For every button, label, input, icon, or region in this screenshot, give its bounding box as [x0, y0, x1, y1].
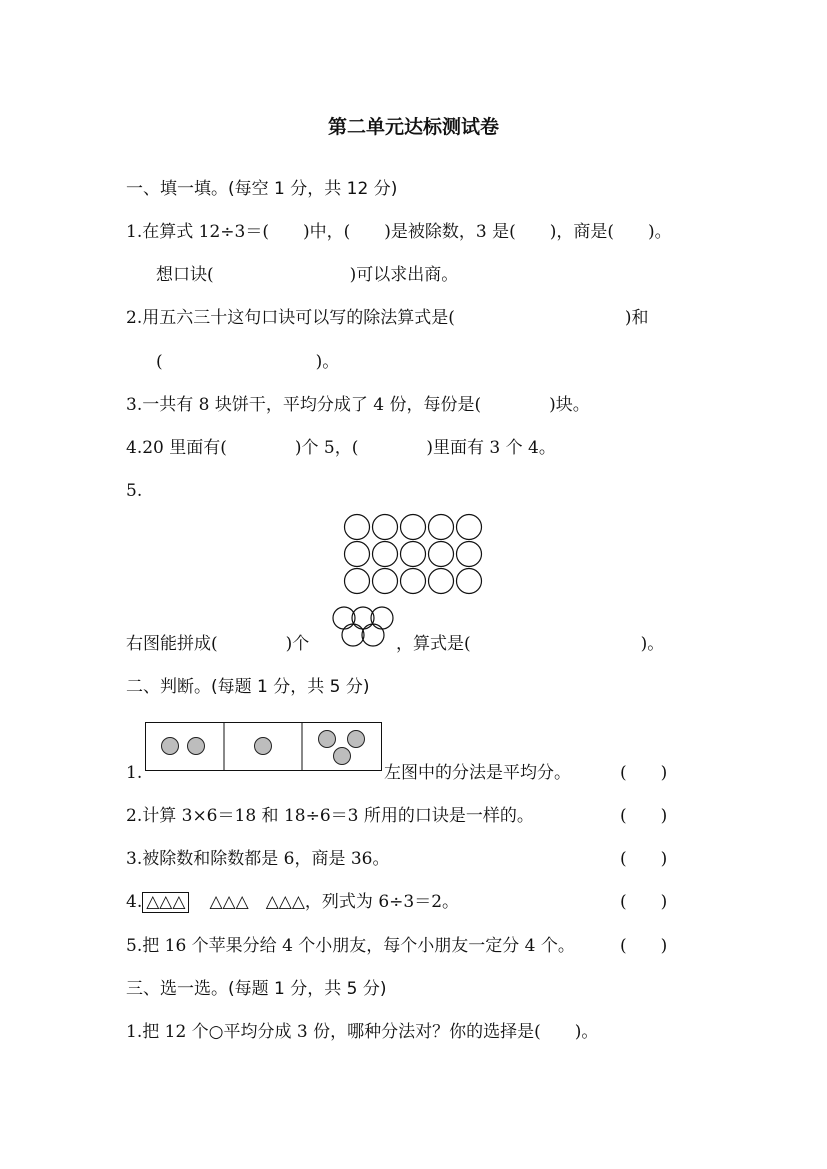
judge-question-4-number: 4.: [126, 892, 143, 912]
fill-question-5-number: 5.: [126, 481, 143, 501]
fill-question-1-line-1: 1.在算式 12÷3＝( )中，( )是被除数，3 是( )，商是( )。: [126, 222, 672, 242]
section-heading-judge: 二、判断。(每题 1 分，共 5 分): [126, 677, 370, 697]
grouped-dots-figure: [145, 722, 383, 772]
fill-question-5-text-2: ，算式是( )。: [396, 634, 665, 654]
fill-question-3: 3.一共有 8 块饼干，平均分成了 4 份，每份是( )块。: [126, 395, 590, 415]
five-rings-figure: [330, 604, 396, 650]
choose-question-1: 1.把 12 个○平均分成 3 份，哪种分法对？你的选择是( )。: [126, 1022, 599, 1042]
judge-question-2: 2.计算 3×6＝18 和 18÷6＝3 所用的口诀是一样的。: [126, 806, 534, 826]
boxed-triangles: △△△: [142, 892, 189, 913]
judge-question-5: 5.把 16 个苹果分给 4 个小朋友，每个小朋友一定分 4 个。: [126, 936, 575, 956]
fill-question-4: 4.20 里面有( )个 5，( )里面有 3 个 4。: [126, 438, 556, 458]
section-heading-fill: 一、填一填。(每空 1 分，共 12 分): [126, 179, 398, 199]
fill-question-2-line-2: ( )。: [156, 352, 340, 372]
judge-answer-2[interactable]: ( ): [620, 806, 668, 826]
judge-question-4: [126, 891, 459, 913]
judge-question-3: 3.被除数和除数都是 6，商是 36。: [126, 849, 390, 869]
judge-answer-5[interactable]: ( ): [620, 936, 668, 956]
judge-answer-3[interactable]: ( ): [620, 849, 668, 869]
judge-answer-4[interactable]: ( ): [620, 892, 668, 912]
section-heading-choose: 三、选一选。(每题 1 分，共 5 分): [126, 979, 387, 999]
triangles-rest: △△△ △△△，列式为 6÷3＝2。: [209, 892, 460, 912]
judge-question-1-text: 左图中的分法是平均分。: [384, 763, 571, 783]
fill-question-1-line-2: 想口诀( )可以求出商。: [156, 265, 459, 285]
fill-question-5-text-1: 右图能拼成( )个: [126, 634, 310, 654]
judge-answer-1[interactable]: ( ): [620, 763, 668, 783]
judge-question-1-number: 1.: [126, 763, 143, 783]
circle-grid-figure: [340, 512, 486, 598]
fill-question-2-line-1: 2.用五六三十这句口诀可以写的除法算式是( )和: [126, 308, 649, 328]
page-title: 第二单元达标测试卷: [327, 116, 499, 138]
